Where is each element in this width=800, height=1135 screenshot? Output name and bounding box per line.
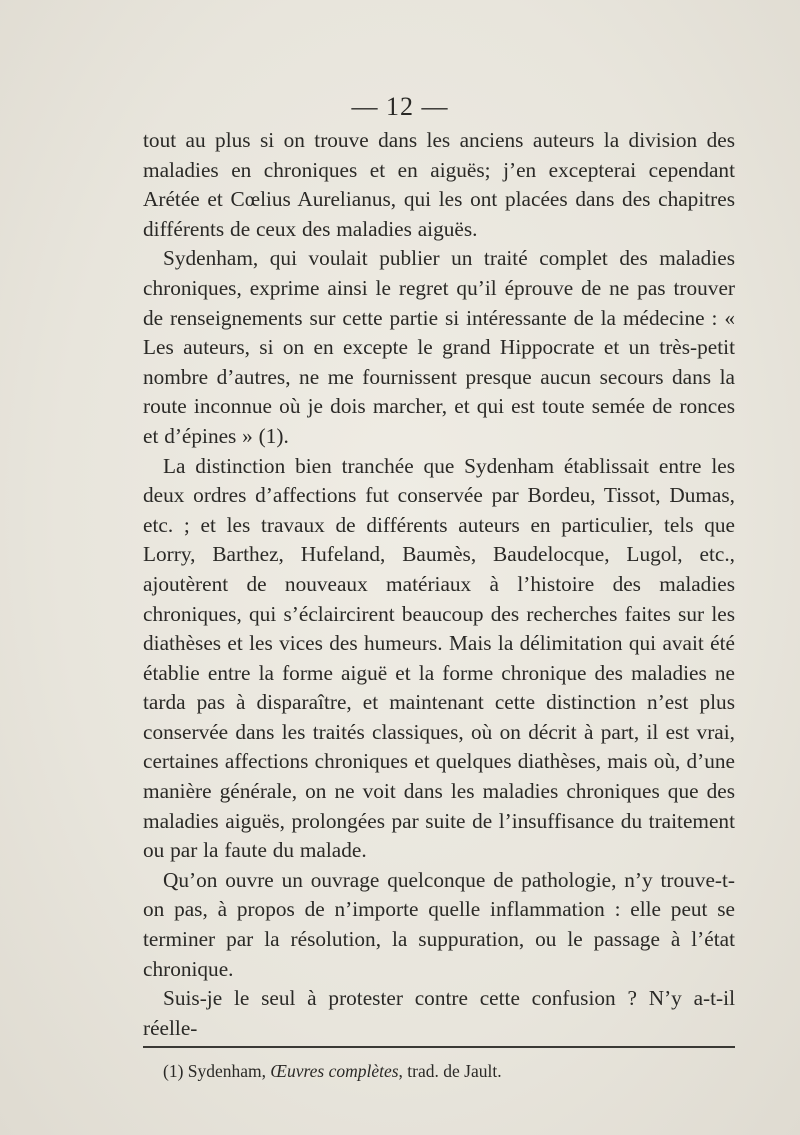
paragraph-5: Suis-je le seul à protester contre cette confusion ? N’y a-t-il réelle- [143, 986, 735, 1040]
paragraph-1: tout au plus si on trouve dans les anciens auteurs la division des maladies en chroniques et en aiguës; j’en excepterai cependant Arétée et Cœlius Aurelianus, qui les ont placées dans des chapitres différents de ceux des maladies aiguës. [143, 128, 735, 241]
paragraph-2: Sydenham, qui voulait publier un traité complet des maladies chroniques, exprime ainsi le regret qu’il éprouve de ne pas trouver de renseignements sur cette partie si intéressante de la médecine : « Les auteurs, si on en excepte le grand Hippocrate et un très-petit nombre d’autres, ne me fournissent presque aucun secours dans la route inconnue où je dois marcher, et qui est toute semée de ronces et d’épines » (1). [143, 246, 735, 448]
footnote-rule [143, 1046, 735, 1048]
page-number: — 12 — [351, 92, 449, 121]
footnote-author: Sydenham, [187, 1061, 267, 1081]
footnote [163, 1060, 723, 1082]
footnote-rest: , trad. de Jault. [398, 1061, 502, 1081]
paragraph-3: La distinction bien tranchée que Sydenham établissait entre les deux ordres d’affections fut conservée par Bordeu, Tissot, Dumas, etc. ; et les travaux de différents auteurs en particulier, tels que Lorry, Barthez, Hufeland, Baumès, Baudelocque, Lugol, etc., ajoutèrent de nouveaux matériaux à l’histoire des maladies chroniques, qui s’éclaircirent beaucoup des recherches faites sur les diathèses et les vices des humeurs. Mais la délimitation qui avait été établie entre la forme aiguë et la forme chronique des maladies ne tarda pas à disparaître, et maintenant cette distinction n’est plus conservée dans les traités classiques, où on décrit à part, il est vrai, certaines affections chroniques et quelques diathèses, mais où, d’une manière générale, on ne voit dans les maladies chroniques que des maladies aiguës, prolongées par suite de l’insuffisance du traitement ou par la faute du malade. [143, 453, 735, 863]
footnote-marker: (1) [163, 1061, 184, 1081]
footnote-work-title: Œuvres complètes [270, 1061, 399, 1081]
body-text [143, 126, 735, 1043]
paragraph-4: Qu’on ouvre un ouvrage quelconque de pathologie, n’y trouve-t-on pas, à propos de n’importe quelle inflammation : elle peut se terminer par la résolution, la suppuration, ou le passage à l’état chronique. [143, 867, 735, 981]
